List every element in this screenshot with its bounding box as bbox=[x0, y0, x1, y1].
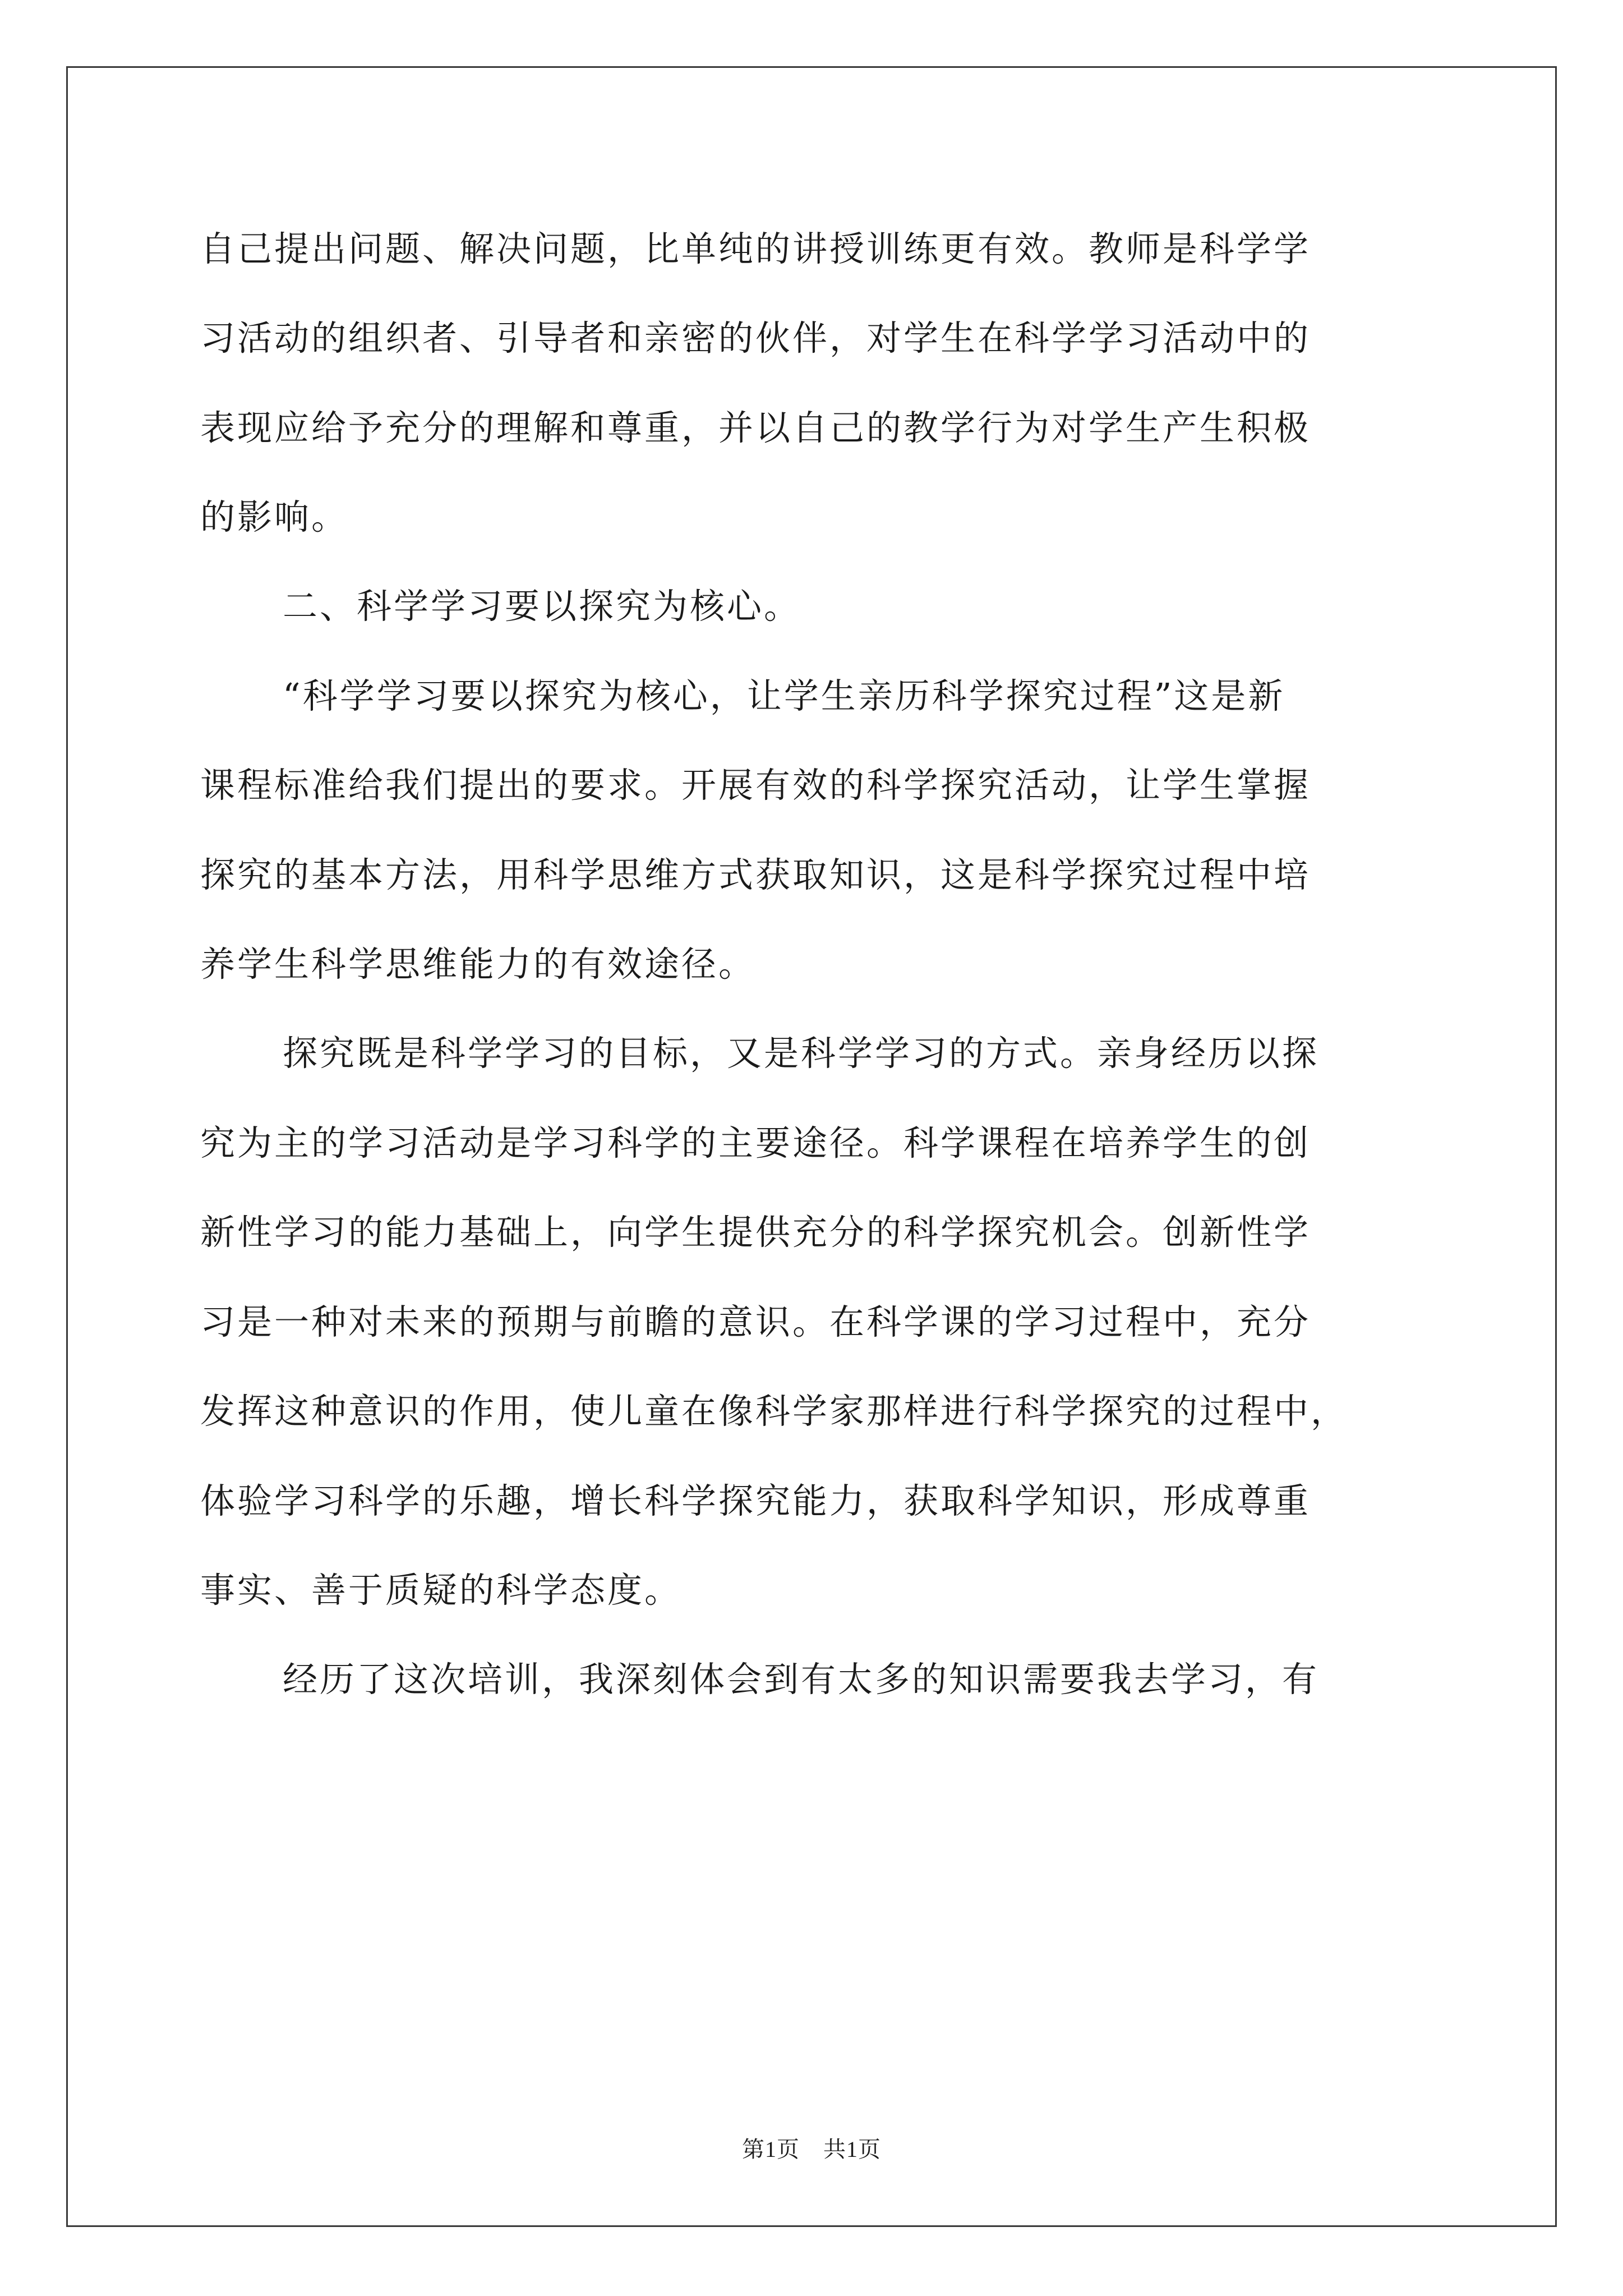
body-line: 习活动的组织者、引导者和亲密的伙伴，对学生在科学学习活动中的 bbox=[200, 318, 1311, 358]
body-line: 表现应给予充分的理解和尊重，并以自己的教学行为对学生产生积极 bbox=[200, 407, 1311, 448]
body-line: 习是一种对未来的预期与前瞻的意识。在科学课的学习过程中，充分 bbox=[200, 1301, 1311, 1342]
body-line: 养学生科学思维能力的有效途径。 bbox=[200, 944, 756, 984]
body-line: 探究的基本方法，用科学思维方式获取知识，这是科学探究过程中培 bbox=[200, 854, 1311, 895]
body-line: 体验学习科学的乐趣，增长科学探究能力，获取科学知识，形成尊重 bbox=[200, 1480, 1311, 1521]
body-line: 事实、善于质疑的科学态度。 bbox=[200, 1570, 682, 1611]
body-line: 的影响。 bbox=[200, 496, 349, 537]
paragraph-start: 经历了这次培训，我深刻体会到有太多的知识需要我去学习，有 bbox=[283, 1659, 1320, 1700]
page-number: 第1页 bbox=[742, 2137, 800, 2162]
body-line: 新性学习的能力基础上，向学生提供充分的科学探究机会。创新性学 bbox=[200, 1212, 1311, 1253]
body-line: 课程标准给我们提出的要求。开展有效的科学探究活动，让学生掌握 bbox=[200, 765, 1311, 806]
page-total: 共1页 bbox=[823, 2137, 881, 2162]
body-line: 发挥这种意识的作用，使儿童在像科学家那样进行科学探究的过程中， bbox=[200, 1391, 1348, 1432]
paragraph-start: 探究既是科学学习的目标，又是科学学习的方式。亲身经历以探 bbox=[283, 1033, 1320, 1074]
body-line: 自己提出问题、解决问题，比单纯的讲授训练更有效。教师是科学学 bbox=[200, 228, 1311, 269]
page-footer bbox=[0, 2136, 1623, 2164]
body-line: 究为主的学习活动是学习科学的主要途径。科学课程在培养学生的创 bbox=[200, 1122, 1311, 1163]
section-heading: 二、科学学习要以探究为核心。 bbox=[283, 586, 801, 627]
paragraph-start: “科学学习要以探究为核心，让学生亲历科学探究过程”这是新 bbox=[283, 675, 1285, 716]
